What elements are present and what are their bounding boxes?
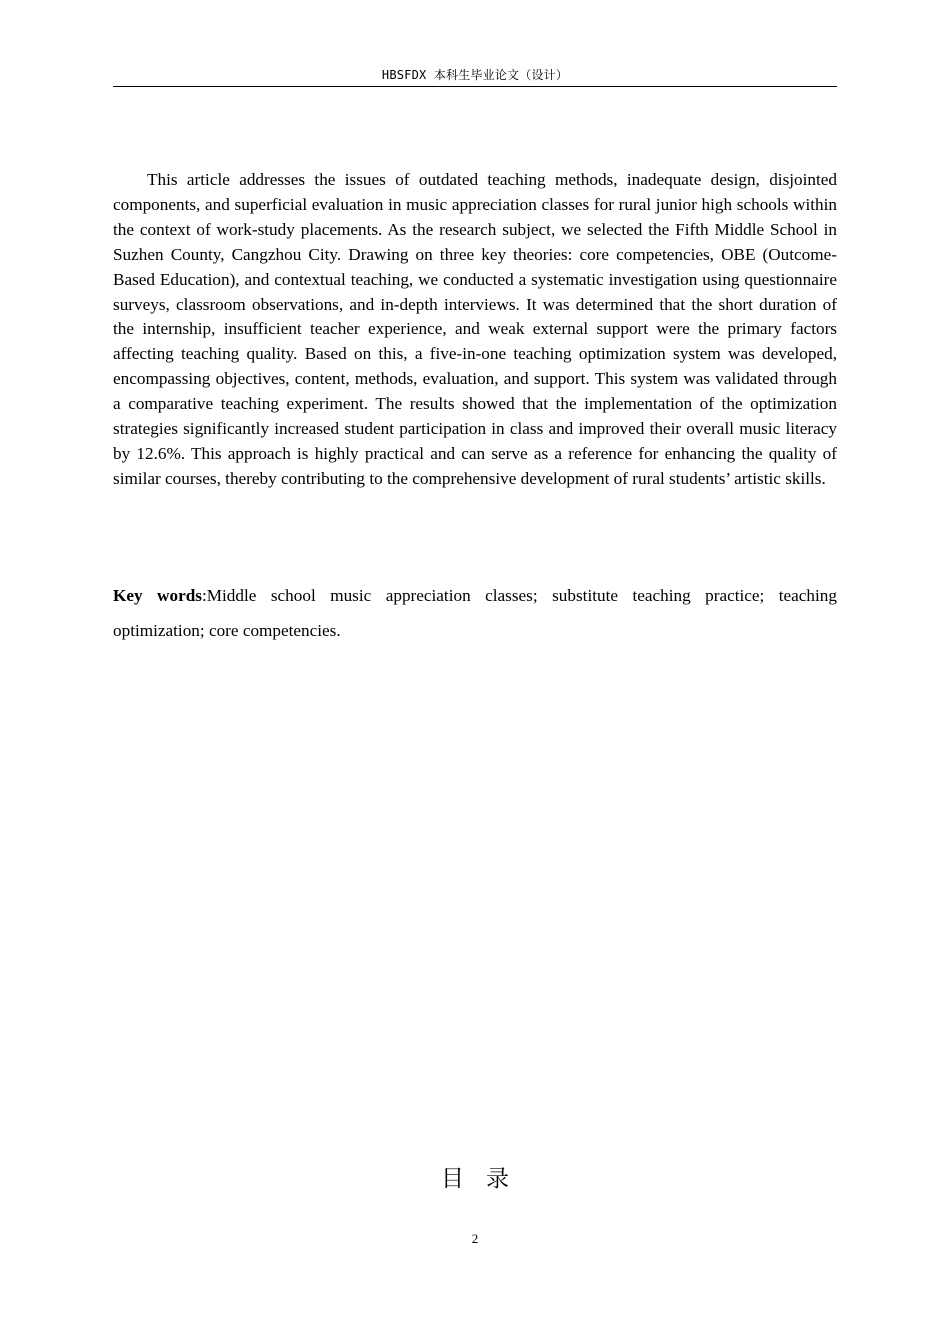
page-header xyxy=(113,66,837,87)
header-title: HBSFDX 本科生毕业论文（设计） xyxy=(381,68,569,82)
keywords-paragraph xyxy=(113,578,837,648)
keywords-text: Middle school music appreciation classes; substitute teaching practice; teaching optimization; core competencies. xyxy=(113,586,837,640)
abstract-paragraph: This article addresses the issues of outdated teaching methods, inadequate design, disjointed components, and superficial evaluation in music appreciation classes for rural junior high schools within the context of work-study placements. As the research subject, we selected the Fifth Middle School in Suzhen County, Cangzhou City. Drawing on three key theories: core competencies, OBE (Outcome-Based Education), and contextual teaching, we conducted a systematic investigation using questionnaire surveys, classroom observations, and in-depth interviews. It was determined that the short duration of the internship, insufficient teacher experience, and weak external support were the primary factors affecting teaching quality. Based on this, a five-in-one teaching optimization system was developed, encompassing objectives, content, methods, evaluation, and support. This system was validated through a comparative teaching experiment. The results showed that the implementation of the optimization strategies significantly increased student participation in class and improved their overall music literacy by 12.6%. This approach is highly practical and can serve as a reference for enhancing the quality of similar courses, thereby contributing to the comprehensive development of rural students’ artistic skills. xyxy=(113,170,837,488)
toc-title: 目录 xyxy=(441,1166,531,1192)
keywords-label: Key words xyxy=(113,586,202,605)
page-number: 2 xyxy=(471,1231,479,1246)
keywords-separator: : xyxy=(201,586,207,605)
